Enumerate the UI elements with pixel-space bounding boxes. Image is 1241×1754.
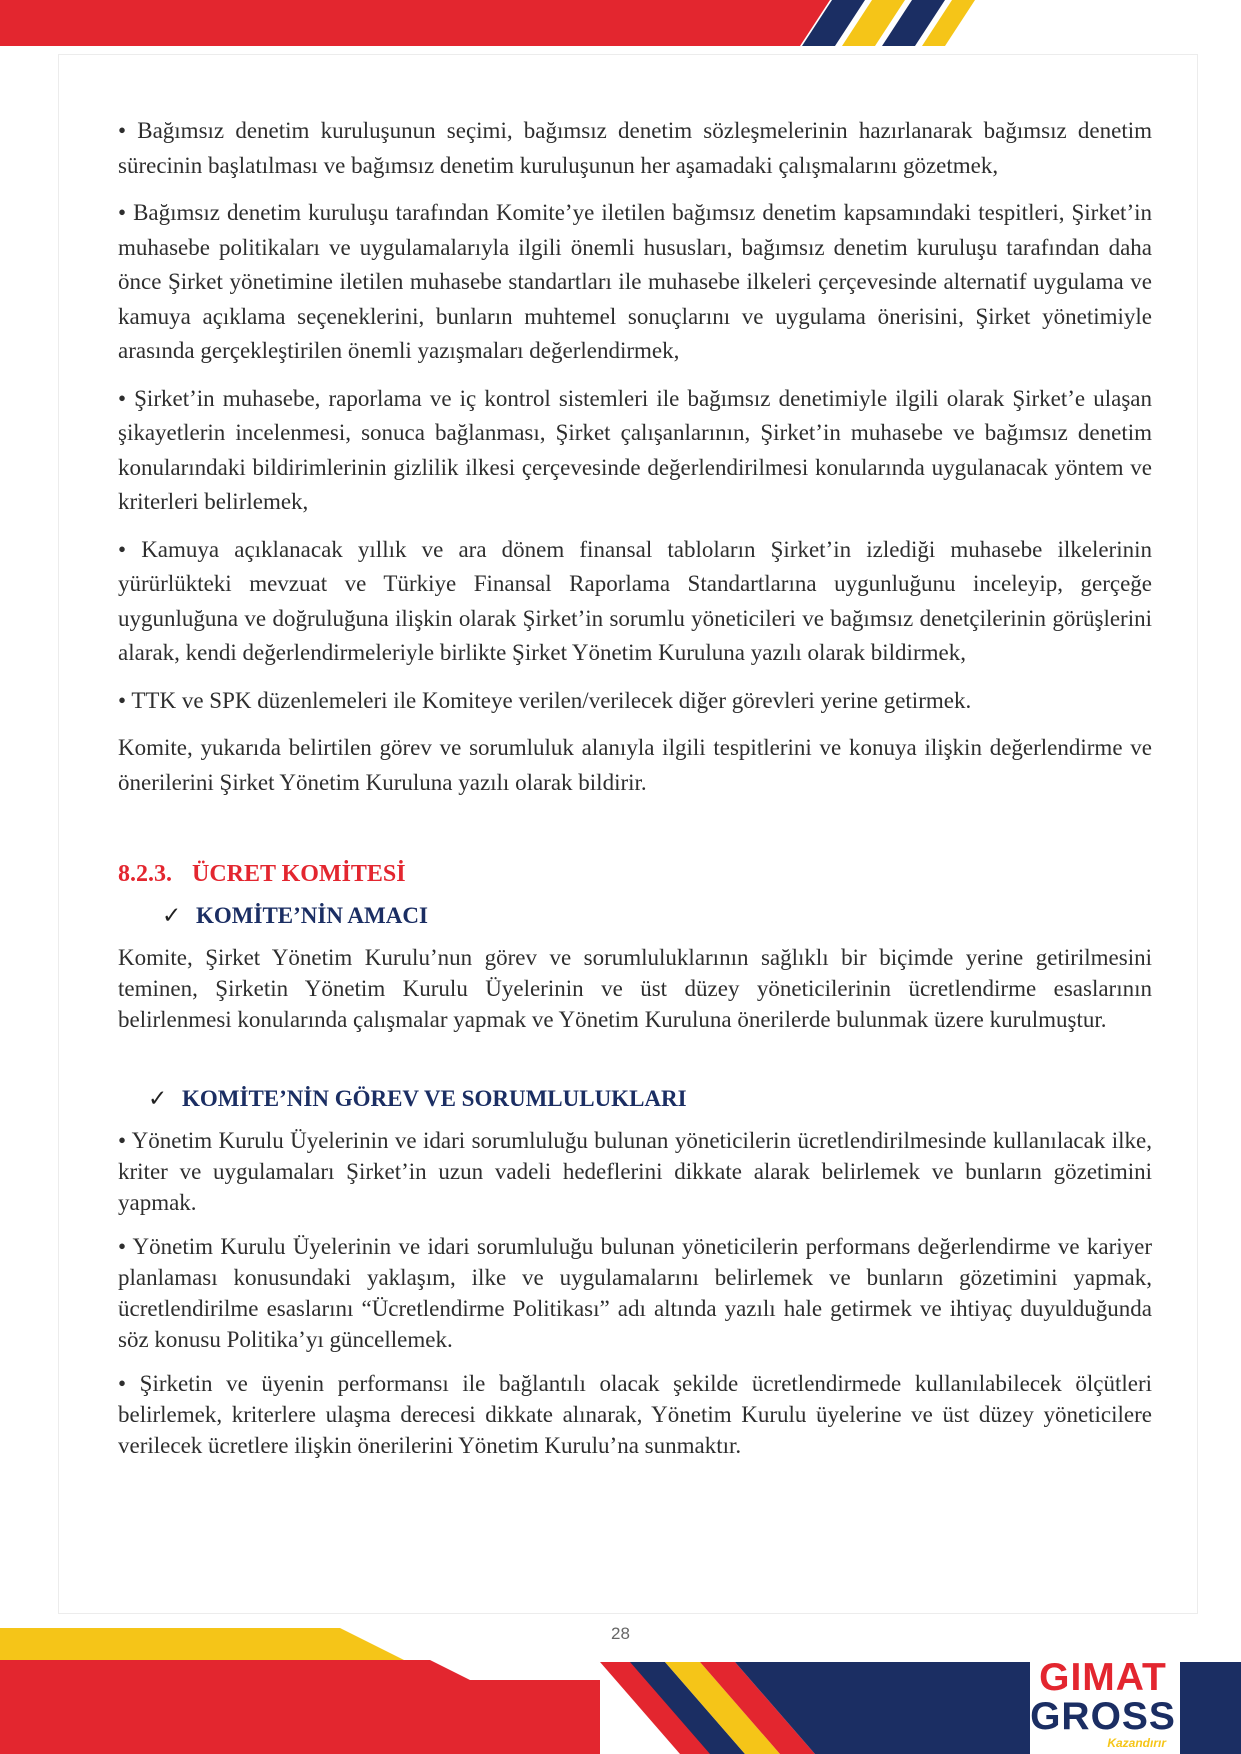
company-logo — [1030, 1658, 1176, 1748]
duty-item: • Yönetim Kurulu Üyelerinin ve idari sorumluluğu bulunan yöneticilerin ücretlendirilmesinde kullanılacak ilke, kriter ve uygulamaları Şirket’in uzun vadeli hedeflerini dikkate alarak belirlemek ve bunların gözetimini yapmak. — [118, 1128, 1152, 1215]
subheading-duties — [118, 1081, 1152, 1117]
duty-item: • Yönetim Kurulu Üyelerinin ve idari sorumluluğu bulunan yöneticilerin performans değerlendirme ve kariyer planlaması konusundaki yaklaşım, ilke ve uygulamalarını belirlemek ve bunların gözetimini yapmak, ücretlendirilme esaslarını “Ücretlendirme Politikası” adı altında yazılı hale getirmek ve ihtiyaç duyulduğunda söz konusu Politika’yı güncellemek. — [118, 1234, 1152, 1352]
checkmark-icon: ✓ — [148, 1086, 168, 1111]
section-number: 8.2.3. — [118, 861, 172, 887]
paragraph: • Bağımsız denetim kuruluşu tarafından Komite’ye iletilen bağımsız denetim kapsamındaki tespitleri, Şirket’in muhasebe politikaları ve uygulamalarıyla ilgili önemli hususları, bağımsız denetim kuruluşu tarafından daha önce Şirket yönetimine iletilen muhasebe standartları ile muhasebe ilkeleri çerçevesinde alternatif uygulama ve kamuya açıklama seçeneklerini, bunların muhtemel sonuçlarını ve uygulama önerisini, Şirket yönetimiyle arasında gerçekleştirilen önemli yazışmaları değerlendirmek, — [118, 200, 1152, 363]
duty-item: • Şirketin ve üyenin performansı ile bağlantılı olacak şekilde ücretlendirmede kullanılabilecek ölçütleri belirlemek, kriterlere ulaşma derecesi dikkate alınarak, Yönetim Kurulu üyelerine ve üst düzey yöneticilere verilecek ücretlere ilişkin önerilerini Yönetim Kurulu’na sunmaktır. — [118, 1371, 1152, 1458]
paragraph: • Kamuya açıklanacak yıllık ve ara dönem finansal tabloların Şirket’in izlediği muhasebe ilkelerinin yürürlükteki mevzuat ve Türkiye Finansal Raporlama Standartlarına uygunluğunu inceleyip, gerçeğe uygunluğuna ve doğruluğuna ilişkin olarak Şirket’in sorumlu yöneticileri ve bağımsız denetçilerinin görüşlerini alarak, kendi değerlendirmeleriyle birlikte Şirket Yönetim Kuruluna yazılı olarak bildirmek, — [118, 536, 1152, 665]
paragraph: • TTK ve SPK düzenlemeleri ile Komiteye verilen/verilecek diğer görevleri yerine getirmek. — [118, 687, 972, 713]
checkmark-icon: ✓ — [162, 903, 182, 928]
page-number: 28 — [611, 1624, 630, 1643]
section-title: ÜCRET KOMİTESİ — [192, 861, 406, 887]
paragraph: • Bağımsız denetim kuruluşunun seçimi, bağımsız denetim sözleşmelerinin hazırlanarak bağımsız denetim sürecinin başlatılması ve bağımsız denetim kuruluşunun her aşamadaki çalışmalarını gözetmek, — [118, 118, 1152, 178]
subheading-title: KOMİTE’NİN GÖREV VE SORUMLULUKLARI — [182, 1086, 687, 1111]
header-stripe-decoration — [0, 0, 1241, 60]
paragraph: • Şirket’in muhasebe, raporlama ve iç kontrol sistemleri ile bağımsız denetimiyle ilgili olarak Şirket’e ulaşan şikayetlerin incelenmesi, sonuca bağlanması, Şirket çalışanlarının, Şirket’in muhasebe ve bağımsız denetim konularındaki bildirimlerinin gizlilik ilkesi çerçevesinde değerlendirilmesi konularında uygulanacak yöntem ve kriterleri belirlemek, — [118, 385, 1152, 514]
subheading-purpose — [118, 898, 1152, 934]
purpose-paragraph: Komite, Şirket Yönetim Kurulu’nun görev ve sorumluluklarının sağlıklı bir biçimde yerine getirilmesini teminen, Şirketin Yönetim Kurulu Üyelerinin ve üst düzey yöneticilerinin ücretlendirme esaslarının belirlenmesi konularında çalışmalar yapmak ve Yönetim Kuruluna önerilerde bulunmak üzere kurulmuştur. — [118, 945, 1152, 1032]
logo-tagline: Kazandırır — [1107, 1736, 1166, 1750]
logo-line1: GIMAT — [1039, 1656, 1167, 1699]
section-heading — [118, 856, 1152, 892]
document-body — [118, 114, 1152, 1474]
logo-line2: GROSS — [1030, 1695, 1176, 1738]
paragraph: Komite, yukarıda belirtilen görev ve sorumluluk alanıyla ilgili tespitlerini ve konuya ilişkin değerlendirme ve önerilerini Şirket Yönetim Kuruluna yazılı olarak bildirir. — [118, 735, 1152, 795]
subheading-title: KOMİTE’NİN AMACI — [196, 903, 428, 928]
